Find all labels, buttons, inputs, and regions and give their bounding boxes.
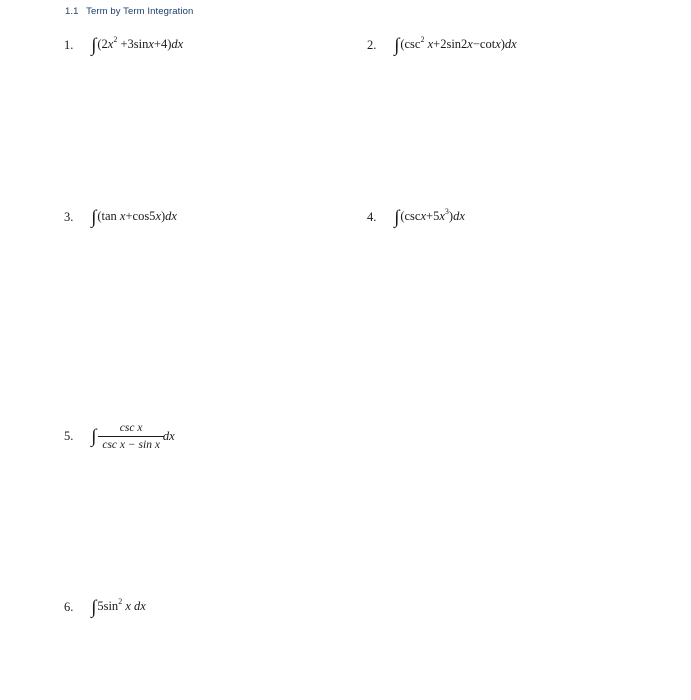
integral-sign-icon: ∫ xyxy=(91,597,97,618)
integral-sign-icon: ∫ xyxy=(91,425,97,447)
problem-6 xyxy=(64,597,146,619)
section-number: 1.1 xyxy=(65,6,79,17)
integral-expression: $\int(2x^2 +3\sin x+4)dx$ xyxy=(91,35,184,56)
problem-2 xyxy=(367,35,517,57)
problem-number: 6. xyxy=(64,599,74,614)
section-heading xyxy=(65,6,193,17)
problem-number: 5. xyxy=(64,429,74,443)
problem-5 xyxy=(64,422,175,451)
problem-number: 1. xyxy=(64,37,74,52)
integral-expression: $\int 5\sin^2$ x dx xyxy=(91,597,146,618)
differential: dx xyxy=(162,429,175,443)
fraction-numerator: csc x xyxy=(119,422,143,434)
integral-expression: $\int(\csc^2$ x+2sin2x−cotx)dx xyxy=(394,35,517,56)
problem-number: 4. xyxy=(367,209,377,224)
integral-expression: ∫(tan x+cos5x)dx xyxy=(91,207,177,228)
integral-sign-icon: ∫ xyxy=(394,207,400,228)
problem-1 xyxy=(64,35,183,57)
fraction xyxy=(98,422,164,451)
section-title: Term by Term Integration xyxy=(86,6,194,17)
problem-number: 2. xyxy=(367,37,377,52)
problem-4 xyxy=(367,207,465,229)
problem-3 xyxy=(64,207,177,229)
integral-sign-icon: ∫ xyxy=(91,207,97,228)
integral-sign-icon: ∫ xyxy=(394,35,400,56)
integral-expression xyxy=(91,422,175,451)
integral-sign-icon: ∫ xyxy=(91,35,97,56)
integral-expression: $\int(\csc x+5x^3)dx$ xyxy=(394,207,465,228)
problem-number: 3. xyxy=(64,209,74,224)
fraction-denominator: csc x − sin x xyxy=(98,436,164,451)
